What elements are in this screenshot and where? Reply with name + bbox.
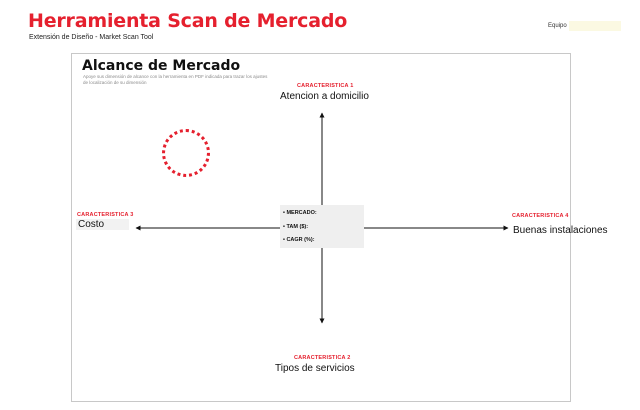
characteristic-2-value[interactable]: Tipos de servicios <box>275 363 355 374</box>
characteristic-3-label: CARACTERISTICA 3 <box>77 212 134 218</box>
characteristic-1-label: CARACTERISTICA 1 <box>297 83 354 89</box>
market-metrics-box[interactable] <box>280 205 364 248</box>
section-help-text: Apoye sus dimensión de alcance con la herramienta en PDF indicada para trazar los ajustes de localización de su dimensión <box>83 74 268 85</box>
page-subtitle: Extensión de Diseño - Market Scan Tool <box>29 34 154 41</box>
cagr-label: • CAGR (%): <box>283 237 315 243</box>
characteristic-4-label: CARACTERISTICA 4 <box>512 213 569 219</box>
characteristic-4-value[interactable]: Buenas instalaciones <box>513 225 608 236</box>
section-title: Alcance de Mercado <box>82 58 241 74</box>
tam-label: • TAM ($): <box>283 224 309 230</box>
characteristic-1-value[interactable]: Atencion a domicilio <box>280 91 369 102</box>
team-label: Equipo <box>548 23 567 29</box>
mercado-label: • MERCADO: <box>283 210 317 216</box>
characteristic-3-value[interactable]: Costo <box>76 219 129 230</box>
page-title: Herramienta Scan de Mercado <box>28 10 348 32</box>
characteristic-2-label: CARACTERISTICA 2 <box>294 355 351 361</box>
